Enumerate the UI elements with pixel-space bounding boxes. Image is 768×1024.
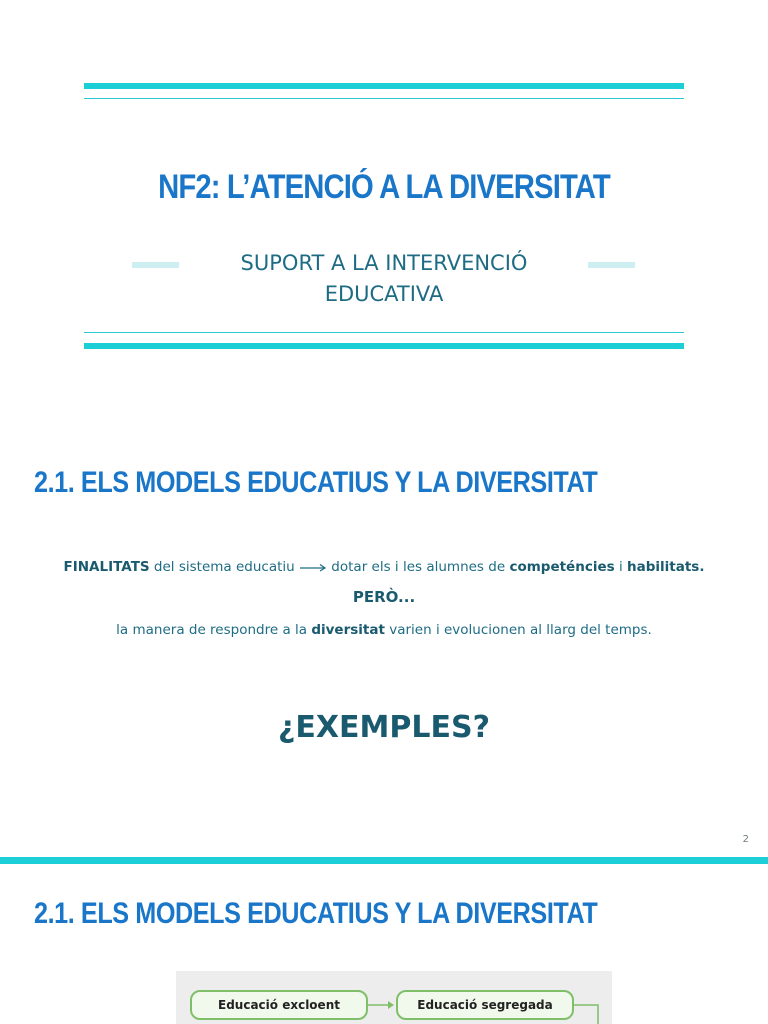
diagram-arrow-icon: [368, 998, 398, 1012]
models-diagram: [176, 971, 612, 1024]
top-accent-line: [84, 98, 684, 99]
finalitats-line: [0, 559, 768, 575]
bottom-accent-bar: [84, 343, 684, 349]
arrow-right-icon: [299, 562, 327, 572]
habilitats-label: habilitats.: [627, 559, 705, 575]
competencies-label: competéncies: [509, 559, 615, 575]
section-heading: 2.1. ELS MODELS EDUCATIUS Y LA DIVERSITAT: [34, 466, 598, 499]
finalitats-text-2: dotar els i les alumnes de: [331, 559, 506, 575]
conjunction-text: i: [618, 559, 623, 575]
page-number: 2: [742, 834, 749, 845]
slide-title: NF2: L’ATENCIÓ A LA DIVERSITAT: [158, 168, 610, 206]
diversitat-text-2: varien i evolucionen al llarg del temps.: [389, 622, 652, 638]
section-heading-2: 2.1. ELS MODELS EDUCATIUS Y LA DIVERSITAT: [34, 897, 598, 930]
diagram-connector: [574, 990, 604, 1024]
pero-text: PERÒ...: [352, 588, 416, 606]
slide-subtitle: SUPORT A LA INTERVENCIÓ EDUCATIVA: [240, 251, 528, 306]
diversitat-label: diversitat: [311, 622, 385, 638]
exemples-question: ¿EXEMPLES?: [278, 710, 490, 745]
finalitats-label: FINALITATS: [63, 559, 150, 575]
diagram-node-segregada: Educació segregada: [396, 990, 574, 1020]
diversitat-line: [0, 622, 768, 638]
bottom-accent-line: [84, 332, 684, 333]
diversitat-text-1: la manera de respondre a la: [116, 622, 308, 638]
subtitle-right-dash: [588, 262, 635, 268]
slide-3-top-bar: [0, 857, 768, 864]
diagram-node-excloent: Educació excloent: [190, 990, 368, 1020]
finalitats-text-1: del sistema educatiu: [153, 559, 295, 575]
top-accent-bar: [84, 83, 684, 89]
subtitle-left-dash: [132, 262, 179, 268]
